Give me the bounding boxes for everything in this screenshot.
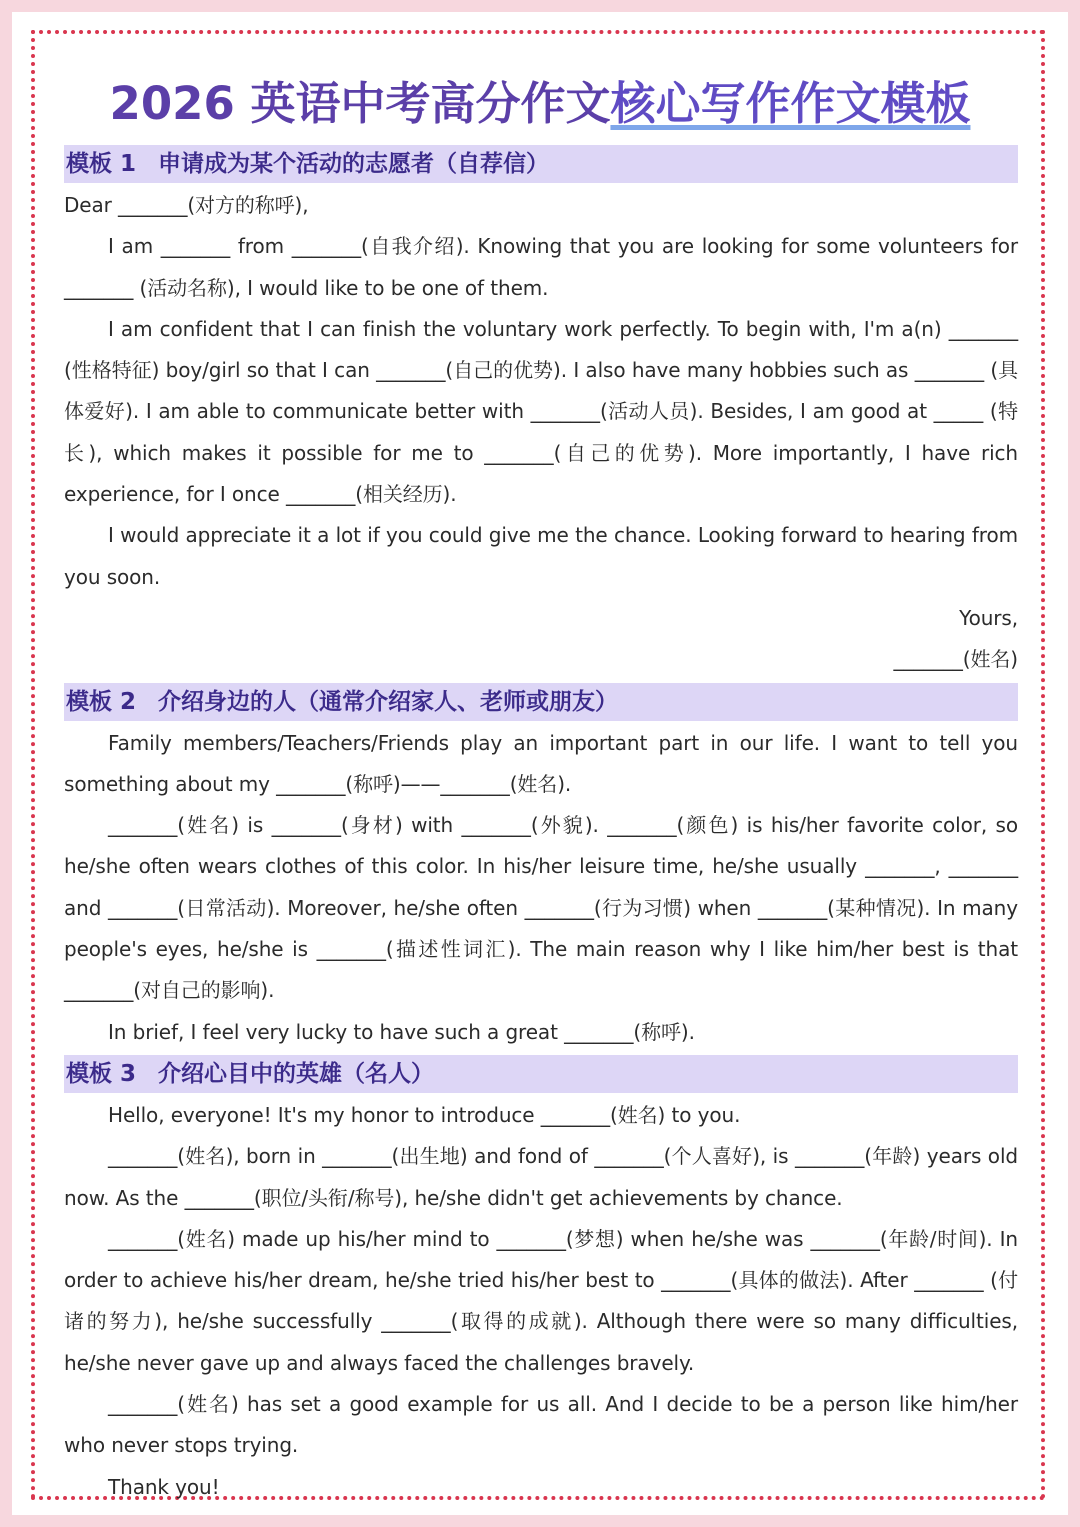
s1-signature: _______(姓名) <box>893 647 1018 672</box>
section-3-title: 介绍心目中的英雄（名人） <box>158 1060 435 1087</box>
s3-paragraph: _______(姓名) made up his/her mind to _______(梦想) when he/she was _______(年龄/时间). In order to achieve his/her dream, he/she tried his/her best to _______(具体的做法). After _______ (付诸的努力), he/she successfully _______(取得的成就). Although there were so many difficulties, he/she never gave up and always faced the challenges bravely. <box>64 1226 1018 1375</box>
s3-paragraph: _______(姓名) has set a good example for us all. And I decide to be a person like him/her who never stops trying. <box>64 1392 1018 1458</box>
document-body <box>64 145 1018 1508</box>
page-title <box>0 74 1080 134</box>
s2-paragraph: Family members/Teachers/Friends play an important part in our life. I want to tell you something about my _______(称呼)——_______(姓名). <box>64 730 1018 796</box>
section-2-heading <box>64 683 1018 721</box>
section-2-number: 模板 2 <box>66 688 137 715</box>
s1-paragraph: I would appreciate it a lot if you could give me the chance. Looking forward to hearing from you soon. <box>64 523 1018 589</box>
s2-paragraph: _______(姓名) is _______(身材) with _______(外貌). _______(颜色) is his/her favorite color, so he/she often wears clothes of this color. In his/her leisure time, he/she usually _______, _______ and _______(日常活动). Moreover, he/she often _______(行为习惯) when _______(某种情况). In many people's eyes, he/she is _______(描述性词汇). The main reason why I like him/her best is that _______(对自己的影响). <box>64 813 1018 1003</box>
title-part-1: 2026 英语中考高分作文 <box>109 77 611 130</box>
section-1-title: 申请成为某个活动的志愿者（自荐信） <box>158 151 550 177</box>
s1-paragraph: I am _______ from _______(自我介绍). Knowing that you are looking for some volunteers for _______ (活动名称), I would like to be one of them. <box>64 234 1018 300</box>
s1-paragraph: I am confident that I can finish the voluntary work perfectly. To begin with, I'm a(n) _______ (性格特征) boy/girl so that I can _______(自己的优势). I also have many hobbies such as _______ (具体爱好). I am able to communicate better with _______(活动人员). Besides, I am good at _____ (特长), which makes it possible for me to _______(自己的优势). More importantly, I have rich experience, for I once _______(相关经历). <box>64 316 1018 507</box>
section-3-number: 模板 3 <box>66 1060 137 1087</box>
s3-paragraph: _______(姓名), born in _______(出生地) and fond of _______(个人喜好), is _______(年龄) years old now. As the _______(职位/头衔/称号), he/she didn't get achievements by chance. <box>64 1144 1018 1210</box>
title-part-2: 核心写作作文模板 <box>610 77 971 130</box>
section-1-heading <box>64 145 1018 183</box>
section-3-heading <box>64 1055 1018 1093</box>
s1-salutation: Dear _______(对方的称呼), <box>64 193 309 217</box>
s1-closing: Yours, <box>959 605 1018 630</box>
s2-paragraph: In brief, I feel very lucky to have such a great _______(称呼). <box>108 1019 695 1044</box>
s3-closing: Thank you! <box>108 1474 220 1499</box>
s3-paragraph: Hello, everyone! It's my honor to introduce _______(姓名) to you. <box>108 1102 741 1127</box>
section-1-number: 模板 1 <box>66 151 137 177</box>
section-2-title: 介绍身边的人（通常介绍家人、老师或朋友） <box>158 688 619 715</box>
